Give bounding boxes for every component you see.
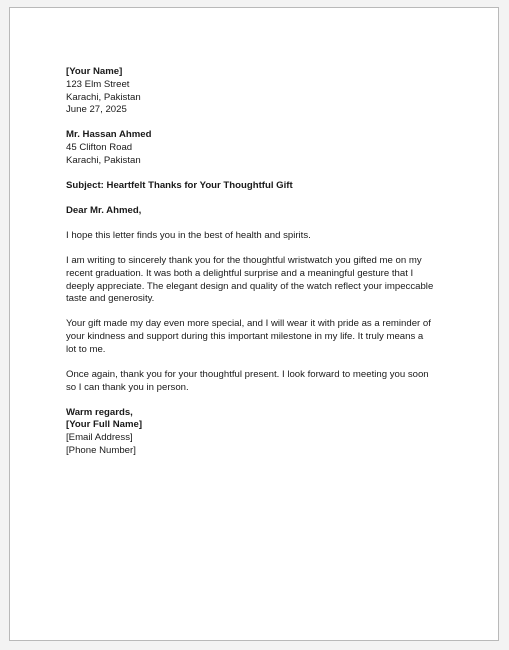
closing-email: [Email Address] (66, 432, 133, 444)
letter-subject: Subject: Heartfelt Thanks for Your Thoughtful Gift (66, 179, 293, 191)
body-line: Once again, thank you for your thoughtful present. I look forward to meeting you soon (66, 368, 429, 380)
body-line: lot to me. (66, 343, 106, 355)
recipient-name: Mr. Hassan Ahmed (66, 129, 152, 141)
salutation: Dear Mr. Ahmed, (66, 204, 142, 216)
letter-page (9, 7, 499, 641)
letter-content (66, 66, 446, 458)
closing-block (66, 407, 446, 458)
body-line: I am writing to sincerely thank you for the thoughtful wristwatch you gifted me on my (66, 254, 422, 266)
closing-full-name: [Your Full Name] (66, 419, 143, 431)
sender-city: Karachi, Pakistan (66, 91, 141, 103)
closing-regards: Warm regards, (66, 406, 133, 418)
recipient-city: Karachi, Pakistan (66, 154, 141, 166)
body-paragraph-2 (66, 255, 446, 306)
sender-street: 123 Elm Street (66, 78, 130, 90)
body-paragraph-3 (66, 318, 446, 356)
body-line: recent graduation. It was both a delightful surprise and a meaningful gesture that I (66, 267, 414, 279)
sender-name: [Your Name] (66, 66, 123, 77)
closing-phone: [Phone Number] (66, 445, 136, 457)
body-line: so I can thank you in person. (66, 381, 189, 393)
sender-block (66, 66, 446, 117)
body-paragraph-4 (66, 369, 446, 395)
body-line: deeply appreciate. The elegant design and quality of the watch reflect your impeccable (66, 280, 434, 292)
body-line: your kindness and support during this important milestone in my life. It truly means a (66, 331, 424, 343)
body-paragraph-1: I hope this letter finds you in the best of health and spirits. (66, 229, 311, 241)
body-line: Your gift made my day even more special, and I will wear it with pride as a reminder of (66, 318, 431, 330)
recipient-street: 45 Clifton Road (66, 142, 133, 154)
body-line: taste and generosity. (66, 293, 155, 305)
letter-date: June 27, 2025 (66, 104, 127, 116)
recipient-block (66, 129, 446, 167)
